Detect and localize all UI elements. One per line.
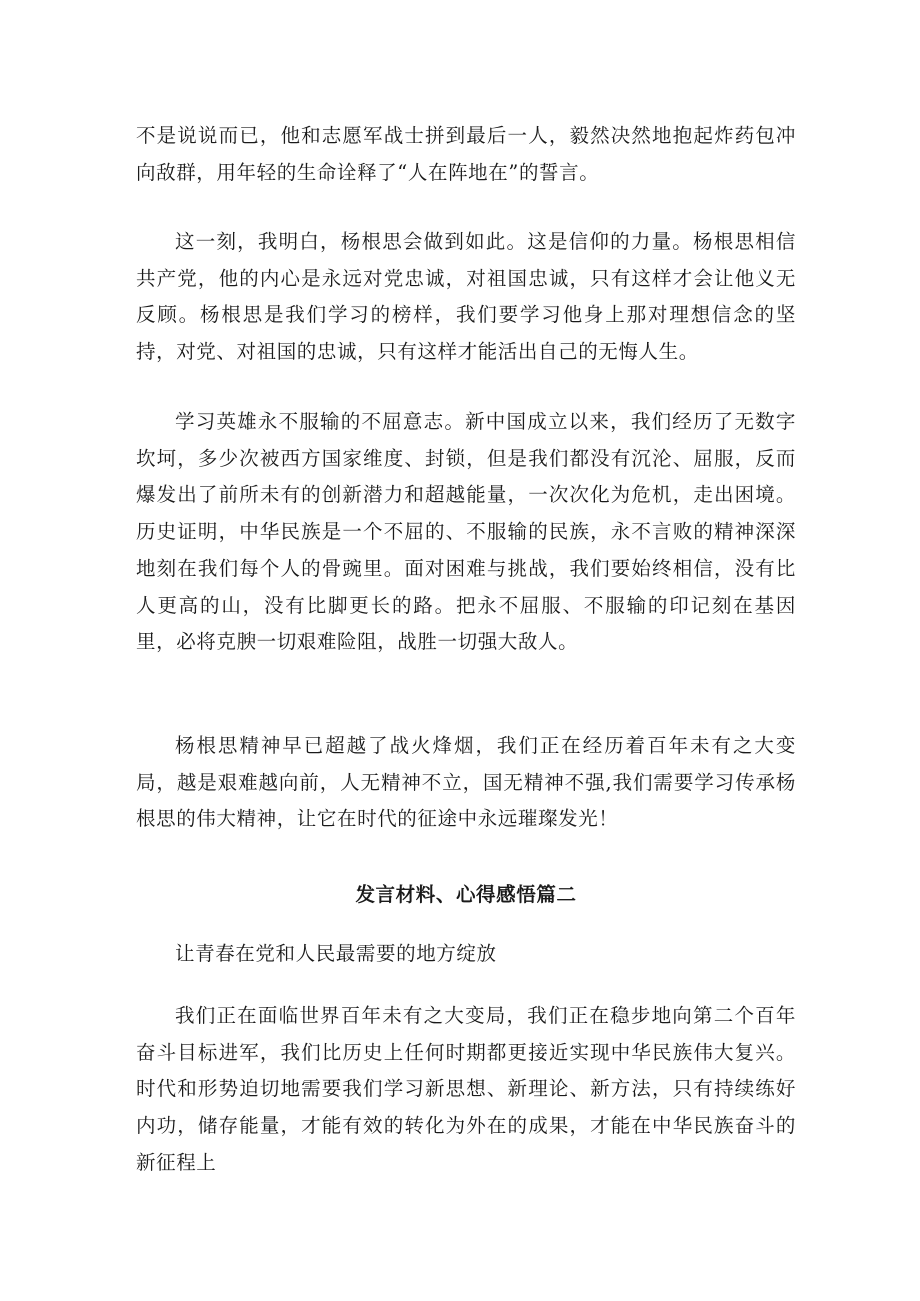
paragraph-3: 学习英雄永不服输的不屈意志。新中国成立以来，我们经历了无数字坎坷，多少次被西方国家维度、封锁，但是我们都没有沉沦、屈服，反而爆发出了前所未有的创新潜力和超越能量，一次次化为危机，走出困境。历史证明，中华民族是一个不屈的、不服输的民族，永不言败的精神深深地刻在我们每个人的骨豌里。面对困难与挑战，我们要始终相信，没有比人更高的山，没有比脚更长的路。把永不屈服、不服输的印记刻在基因里，必将克腴一切艰难险阻，战胜一切强大敌人。 — [136, 410, 796, 654]
section-heading: 发言材料、心得感悟篇二 — [355, 883, 577, 906]
section-subtitle: 让青春在党和人民最需要的地方绽放 — [175, 942, 497, 965]
paragraph-2: 这一刻，我明白，杨根思会做到如此。这是信仰的力量。杨根思相信共产党，他的内心是永远对党忠诚，对祖国忠诚，只有这样才会让他义无反顾。杨根思是我们学习的榜样，我们要学习他身上那对理想信念的坚持，对党、对祖国的忠诚，只有这样才能活出自己的无悔人生。 — [136, 230, 796, 364]
paragraph-1: 不是说说而已，他和志愿军战士拼到最后一人，毅然决然地抱起炸药包冲向敌群，用年轻的生命诠释了“人在阵地在”的誓言。 — [136, 124, 796, 184]
paragraph-4: 杨根思精神早已超越了战火烽烟，我们正在经历着百年未有之大变局，越是艰难越向前，人无精神不立，国无精神不强,我们需要学习传承杨根思的伟大精神，让它在时代的征途中永远璀璨发光！ — [136, 734, 796, 831]
paragraph-5: 我们正在面临世界百年未有之大变局，我们正在稳步地向第二个百年奋斗目标进军，我们比历史上任何时期都更接近实现中华民族伟大复兴。时代和形势迫切地需要我们学习新思想、新理论、新方法，只有持续练好内功，储存能量，才能有效的转化为外在的成果，才能在中华民族奋斗的新征程上 — [136, 1004, 796, 1174]
